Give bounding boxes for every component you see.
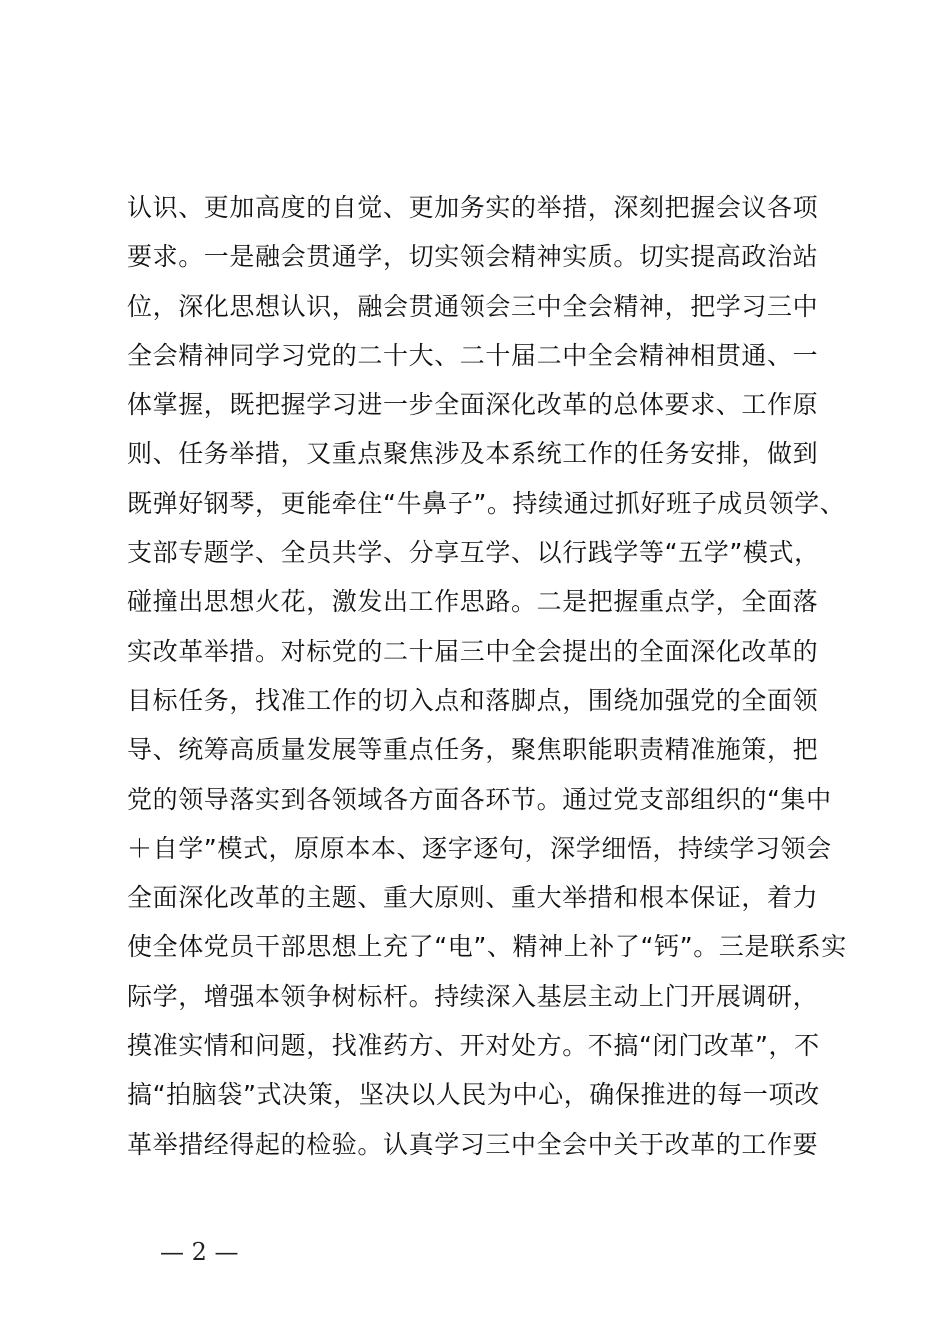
text-line-7: 既弹好钢琴，更能牵住“牛鼻子”。持续通过抓好班子成员领学、 <box>127 488 846 518</box>
text-line-19: 搞“拍脑袋”式决策，坚决以人民为中心，确保推进的每一项改 <box>127 1080 820 1110</box>
text-line-6: 则、任务举措，又重点聚焦涉及本系统工作的任务安排，做到 <box>127 439 819 469</box>
text-line-16: 使全体党员干部思想上充了“电”、精神上补了“钙”。三是联系实 <box>127 932 847 962</box>
text-line-18: 摸准实情和问题，找准药方、开对处方。不搞“闭门改革”，不 <box>127 1031 820 1061</box>
text-line-11: 目标任务，找准工作的切入点和落脚点，围绕加强党的全面领 <box>127 685 819 715</box>
page-number: — 2 — <box>160 1238 239 1266</box>
text-line-17: 际学，增强本领争树标杆。持续深入基层主动上门开展调研， <box>127 981 819 1011</box>
text-line-20: 革举措经得起的检验。认真学习三中全会中关于改革的工作要 <box>127 1129 819 1159</box>
text-line-14: ＋自学”模式，原原本本、逐字逐句，深学细悟，持续学习领会 <box>127 833 832 863</box>
text-line-4: 全会精神同学习党的二十大、二十届二中全会精神相贯通、一 <box>127 340 819 370</box>
text-line-9: 碰撞出思想火花，激发出工作思路。二是把握重点学，全面落 <box>127 587 819 617</box>
text-line-5: 体掌握，既把握学习进一步全面深化改革的总体要求、工作原 <box>127 390 819 420</box>
text-line-10: 实改革举措。对标党的二十届三中全会提出的全面深化改革的 <box>127 636 819 666</box>
text-line-1: 认识、更加高度的自觉、更加务实的举措，深刻把握会议各项 <box>127 193 819 222</box>
text-line-8: 支部专题学、全员共学、分享互学、以行践学等“五学”模式， <box>127 538 820 568</box>
text-line-2: 要求。一是融会贯通学，切实领会精神实质。切实提高政治站 <box>127 242 819 272</box>
text-line-3: 位，深化思想认识，融会贯通领会三中全会精神，把学习三中 <box>127 291 819 321</box>
text-line-13: 党的领导落实到各领域各方面各环节。通过党支部组织的“集中 <box>127 784 832 814</box>
text-line-12: 导、统筹高质量发展等重点任务，聚焦职能职责精准施策，把 <box>127 735 819 765</box>
text-line-15: 全面深化改革的主题、重大原则、重大举措和根本保证，着力 <box>127 883 819 913</box>
body-paragraph <box>127 183 847 1169</box>
